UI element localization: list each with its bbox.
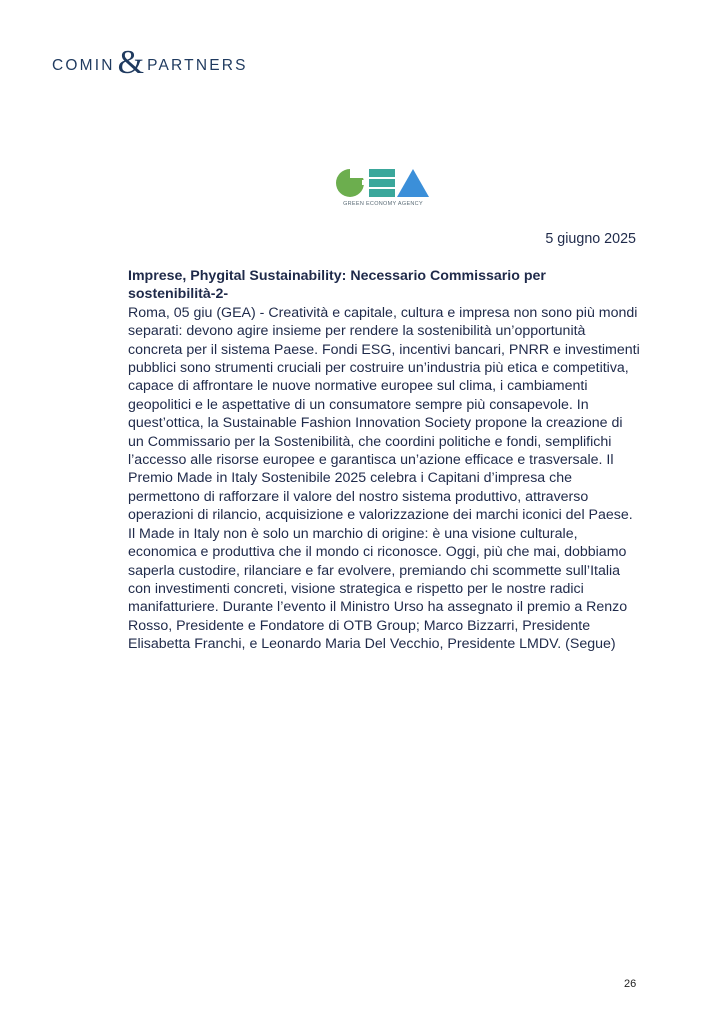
gea-caption: GREEN ECONOMY AGENCY — [343, 201, 423, 207]
article-body: Roma, 05 giu (GEA) - Creatività e capitale, cultura e impresa non sono più mondi separati: devono agire insieme per rendere la sostenibilità un’opportunità concreta per il sistema Paese. Fondi ESG, incentivi bancari, PNRR e investimenti pubblici sono strumenti cruciali per costruire un’industria più etica e competitiva, capace di affrontare le nuove normative europee sul clima, i cambiamenti geopolitici e le aspettative di un consumatore sempre più consapevole. In quest’ottica, la Sustainable Fashion Innovation Society propone la creazione di un Commissario per la Sostenibilità, che coordini politiche e fondi, semplifichi l’accesso alle risorse europee e garantisca un’azione efficace e trasversale. Il Premio Made in Italy Sostenibile 2025 celebra i Capitani d’impresa che permettono di rafforzare il valore del nostro sistema produttivo, attraverso operazioni di rilancio, acquisizione e valorizzazione dei marchi iconici del Paese. Il Made in Italy non è solo un marchio di origine: è una visione culturale, economica e produttiva che il mondo ci riconosce. Oggi, più che mai, dobbiamo saperla custodire, rilanciare e far evolvere, premiando chi scommette sull’Italia con investimenti concreti, visione strategica e rispetto per le nostre radici manifatturiere. Durante l’evento il Ministro Urso ha assegnato il premio a Renzo Rosso, Presidente e Fondatore di OTB Group; Marco Bizzarri, Presidente Elisabetta Franchi, e Leonardo Maria Del Vecchio, Presidente LMDV. (Segue) — [128, 304, 640, 653]
comin-partners-logo — [52, 44, 248, 81]
gea-logo-mark — [335, 168, 431, 198]
document-date: 5 giugno 2025 — [545, 231, 636, 247]
article-headline: Imprese, Phygital Sustainability: Necessario Commissario per sostenibilità-2- — [128, 268, 546, 303]
gea-logo — [333, 168, 433, 207]
brand-left-text: COMIN — [52, 57, 115, 74]
brand-right-text: PARTNERS — [147, 57, 248, 74]
news-article — [128, 267, 642, 654]
page-number: 26 — [624, 978, 637, 990]
brand-ampersand: & — [117, 44, 145, 81]
